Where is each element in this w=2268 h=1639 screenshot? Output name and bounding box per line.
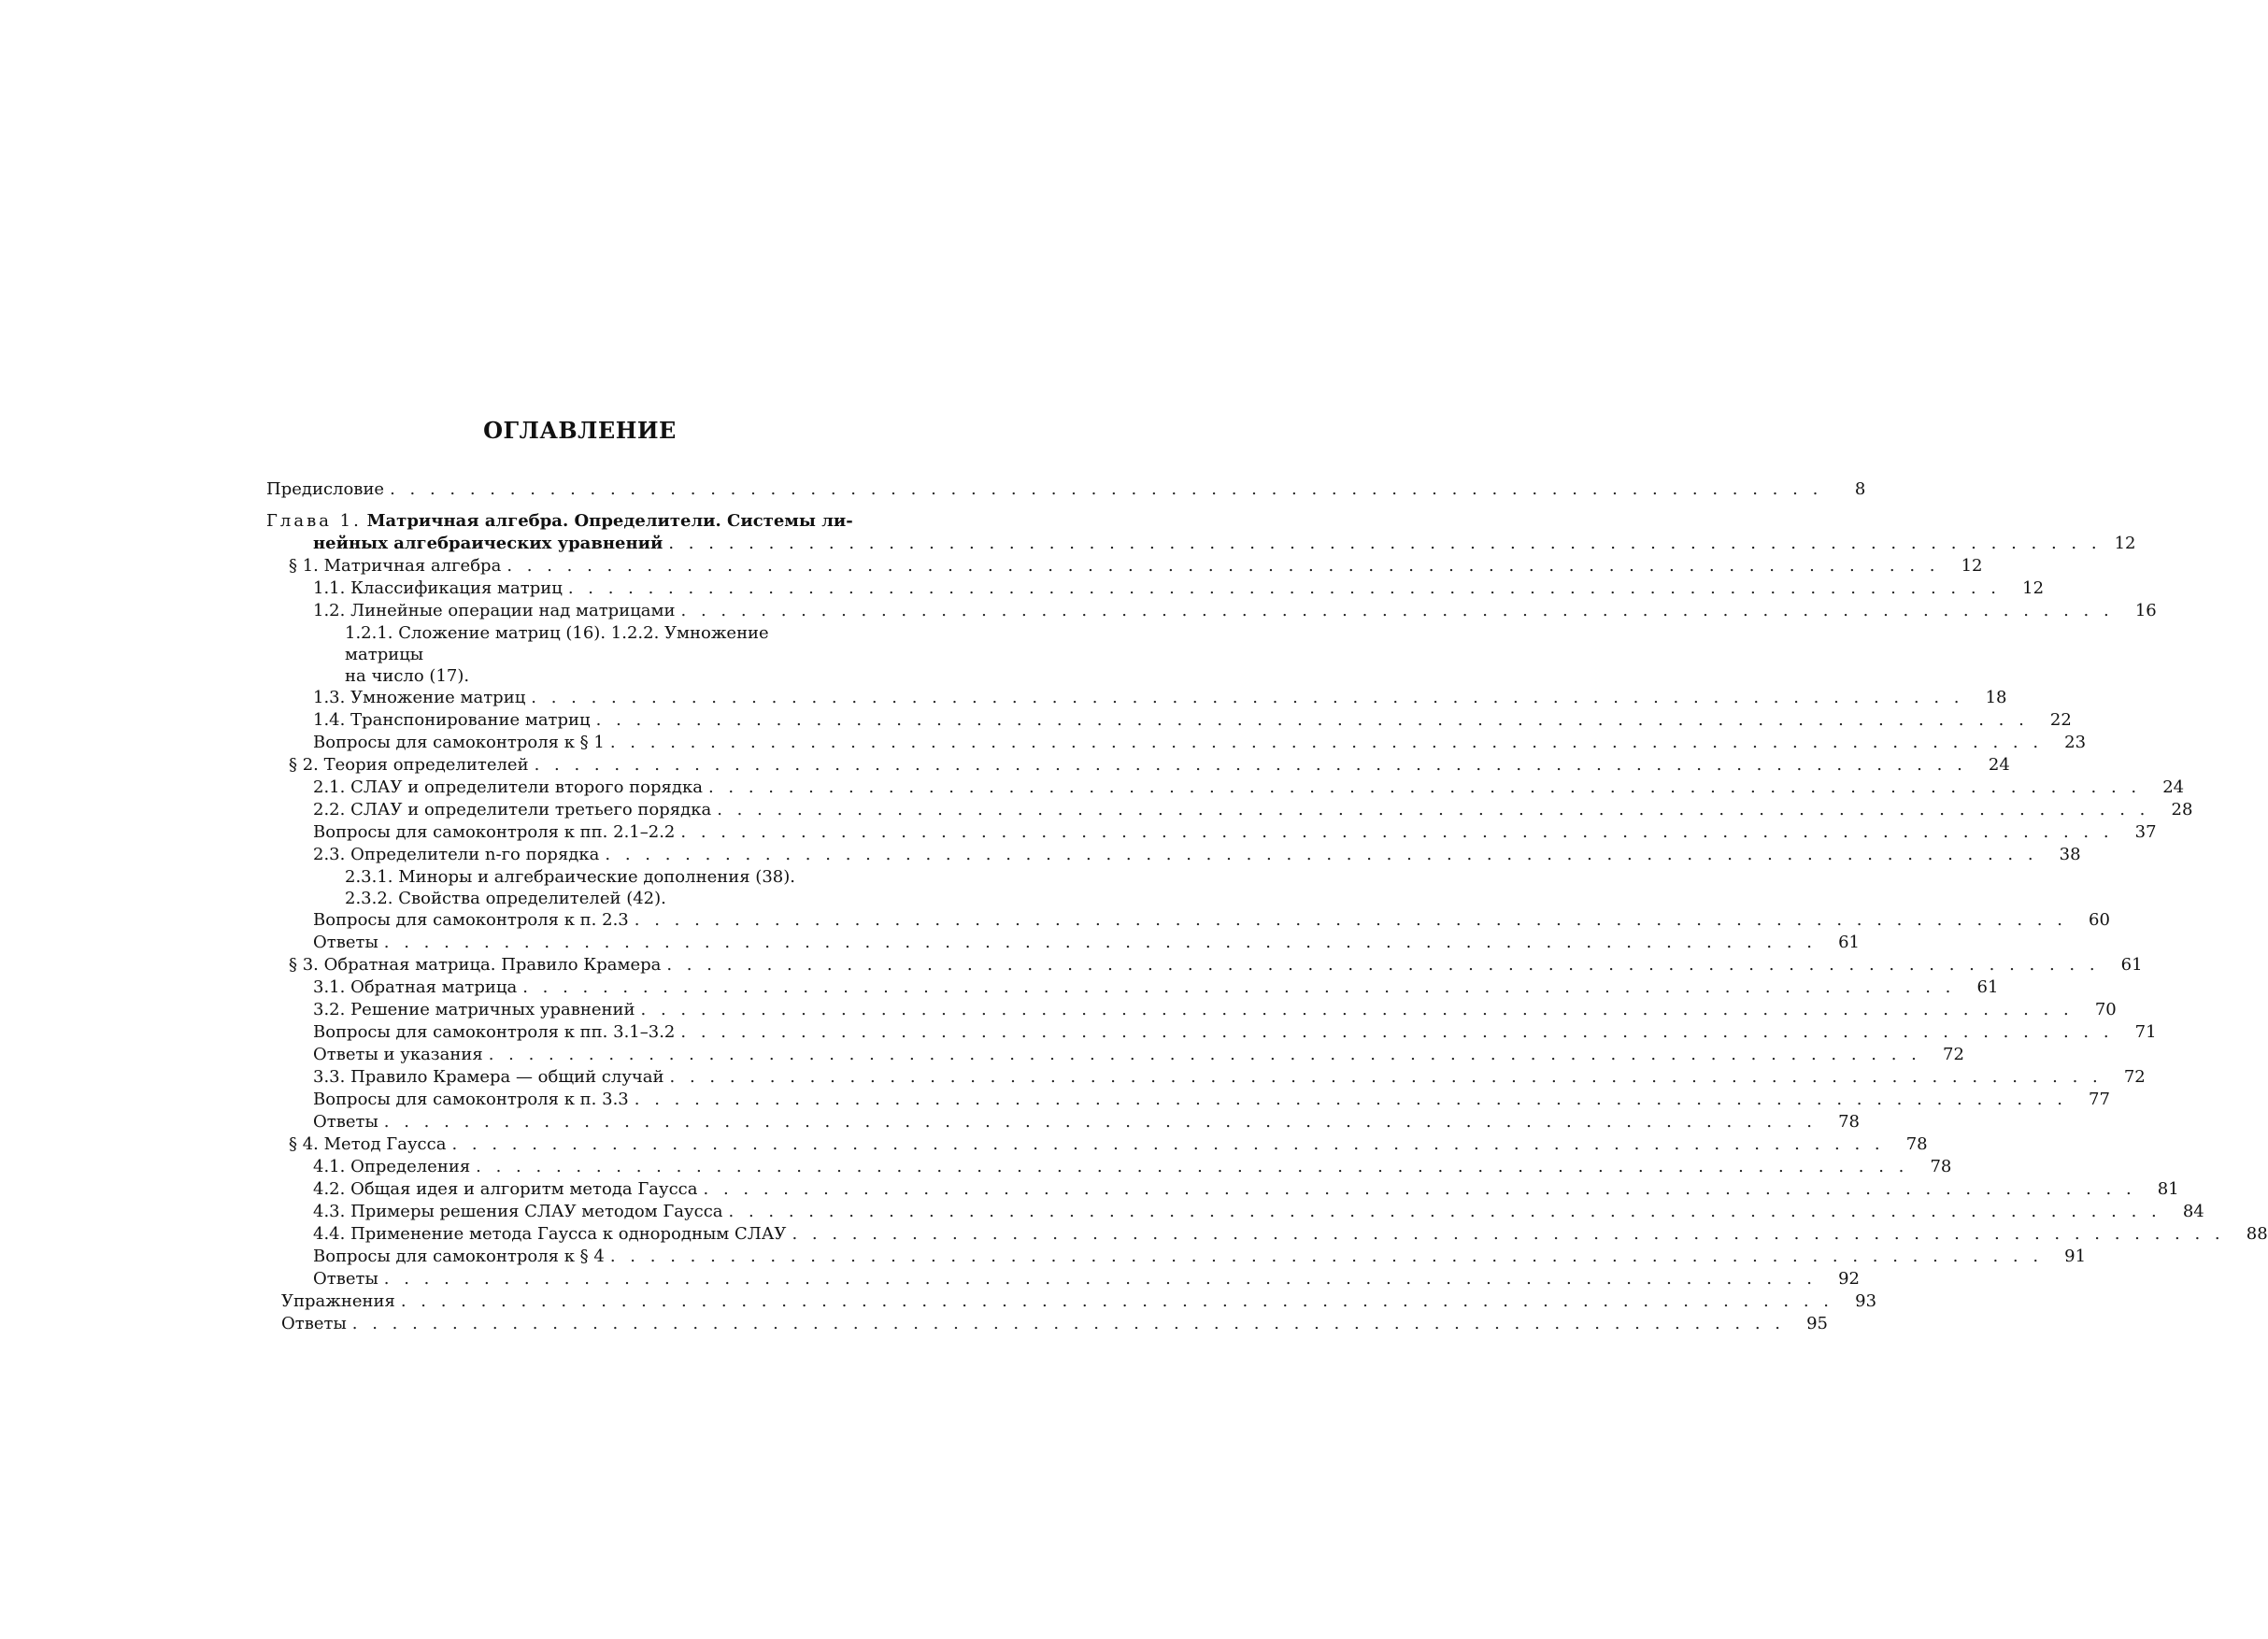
toc-entry-exercises[interactable] bbox=[266, 1290, 1877, 1313]
toc-entry-label: Ответы bbox=[313, 1112, 378, 1132]
toc-entry-label: 3.1. Обратная матрица bbox=[313, 977, 518, 997]
dot-leader: . . . . . . . . . . . . . . . . . . . . . . . . . . . . . . . . . . . . . . . . . . . . . . . . . . . . . . . . . . . . . . . . . . . . . . . . bbox=[383, 1112, 1817, 1132]
toc-subitems-line: 1.2.1. Сложение матриц (16). 1.2.2. Умножение матрицы bbox=[345, 623, 769, 664]
toc-page-number: 71 bbox=[2134, 1022, 2157, 1042]
dot-leader: . . . . . . . . . . . . . . . . . . . . . . . . . . . . . . . . . . . . . . . . . . . . . . . . . . . . . . . . . . . . . . . . . . . . . . . . bbox=[680, 601, 2114, 620]
dot-leader: . . . . . . . . . . . . . . . . . . . . . . . . . . . . . . . . . . . . . . . . . . . . . . . . . . . . . . . . . . . . . . . . . . . . . . . . bbox=[534, 755, 1967, 775]
toc-subsection[interactable] bbox=[266, 732, 2087, 754]
dot-leader: . . . . . . . . . . . . . . . . . . . . . . . . . . . . . . . . . . . . . . . . . . . . . . . . . . . . . . . . . . . . . . . . . . . . . . . . bbox=[634, 910, 2067, 930]
dot-leader: . . . . . . . . . . . . . . . . . . . . . . . . . . . . . . . . . . . . . . . . . . . . . . . . . . . . . . . . . . . . . . . . . . . . . . . . bbox=[383, 1269, 1817, 1289]
dot-leader: . . . . . . . . . . . . . . . . . . . . . . . . . . . . . . . . . . . . . . . . . . . . . . . . . . . . . . . . . . . . . . . . . . . . . . . . bbox=[668, 534, 2102, 553]
toc-entry-label: Упражнения bbox=[281, 1291, 395, 1311]
toc-subsection[interactable] bbox=[266, 799, 2193, 821]
toc-entry-label: § 2. Теория определителей bbox=[289, 755, 529, 775]
toc-entry-label: Ответы bbox=[313, 1269, 378, 1289]
toc-subsection[interactable] bbox=[266, 1111, 1860, 1133]
toc-page-number: 12 bbox=[1961, 556, 1983, 576]
toc-entry-label: Вопросы для самоконтроля к пп. 3.1–3.2 bbox=[313, 1022, 676, 1042]
toc-subsection[interactable] bbox=[266, 1268, 1860, 1290]
dot-leader: . . . . . . . . . . . . . . . . . . . . . . . . . . . . . . . . . . . . . . . . . . . . . . . . . . . . . . . . . . . . . . . . . . . . . . . . bbox=[390, 479, 1823, 499]
toc-entry-label: Вопросы для самоконтроля к § 4 bbox=[313, 1247, 605, 1266]
dot-leader: . . . . . . . . . . . . . . . . . . . . . . . . . . . . . . . . . . . . . . . . . . . . . . . . . . . . . . . . . . . . . . . . . . . . . . . . bbox=[640, 1000, 2074, 1019]
toc-page-number: 92 bbox=[1838, 1269, 1860, 1289]
dot-leader: . . . . . . . . . . . . . . . . . . . . . . . . . . . . . . . . . . . . . . . . . . . . . . . . . . . . . . . . . . . . . . . . . . . . . . . . bbox=[609, 733, 2044, 752]
chapter-title-line1: Матричная алгебра. Определители. Системы ли- bbox=[366, 511, 853, 531]
toc-page-number: 81 bbox=[2157, 1179, 2179, 1199]
dot-leader: . . . . . . . . . . . . . . . . . . . . . . . . . . . . . . . . . . . . . . . . . . . . . . . . . . . . . . . . . . . . . . . . . . . . . . . . bbox=[717, 800, 2150, 820]
toc-entry-label: Ответы bbox=[313, 933, 378, 952]
toc-entry-label: Вопросы для самоконтроля к п. 3.3 bbox=[313, 1090, 629, 1109]
toc-subsection[interactable] bbox=[266, 600, 2157, 622]
toc-subsection[interactable] bbox=[266, 932, 1860, 954]
toc-entry-label: 2.2. СЛАУ и определители третьего порядка bbox=[313, 800, 712, 820]
toc-entry-label: 1.4. Транспонирование матриц bbox=[313, 710, 591, 730]
toc-entry-label: Вопросы для самоконтроля к пп. 2.1–2.2 bbox=[313, 822, 676, 842]
toc-page-number: 84 bbox=[2182, 1202, 2204, 1221]
toc-entry-label: Предисловие bbox=[266, 479, 385, 499]
dot-leader: . . . . . . . . . . . . . . . . . . . . . . . . . . . . . . . . . . . . . . . . . . . . . . . . . . . . . . . . . . . . . . . . . . . . . . . . bbox=[669, 1067, 2103, 1087]
toc-page-number: 77 bbox=[2089, 1090, 2110, 1109]
toc-entry-label: 2.1. СЛАУ и определители второго порядка bbox=[313, 777, 703, 797]
chapter-prefix: Глава 1. bbox=[266, 511, 362, 531]
toc-page-number: 61 bbox=[2120, 955, 2143, 975]
toc-page-number: 72 bbox=[2123, 1067, 2146, 1087]
toc-page-number: 61 bbox=[1838, 933, 1860, 952]
toc-chapter-heading[interactable] bbox=[266, 510, 2136, 555]
toc-subsection[interactable] bbox=[266, 1201, 2204, 1223]
page-title: ОГЛАВЛЕНИЕ bbox=[483, 417, 677, 444]
toc-entry-label: 1.3. Умножение матриц bbox=[313, 688, 526, 707]
dot-leader: . . . . . . . . . . . . . . . . . . . . . . . . . . . . . . . . . . . . . . . . . . . . . . . . . . . . . . . . . . . . . . . . . . . . . . . . bbox=[400, 1291, 1834, 1311]
toc-subsection[interactable] bbox=[266, 1044, 1964, 1066]
toc-page-number: 91 bbox=[2064, 1247, 2087, 1266]
toc-section[interactable] bbox=[266, 555, 1983, 577]
dot-leader: . . . . . . . . . . . . . . . . . . . . . . . . . . . . . . . . . . . . . . . . . . . . . . . . . . . . . . . . . . . . . . . . . . . . . . . . bbox=[522, 977, 1956, 997]
toc-subsection[interactable] bbox=[266, 909, 2110, 932]
chapter-title-line2: нейных алгебраических уравнений bbox=[313, 534, 663, 553]
toc-section[interactable] bbox=[266, 1133, 1928, 1156]
dot-leader: . . . . . . . . . . . . . . . . . . . . . . . . . . . . . . . . . . . . . . . . . . . . . . . . . . . . . . . . . . . . . . . . . . . . . . . . bbox=[609, 1247, 2044, 1266]
toc-page-number: 72 bbox=[1943, 1045, 1964, 1064]
dot-leader: . . . . . . . . . . . . . . . . . . . . . . . . . . . . . . . . . . . . . . . . . . . . . . . . . . . . . . . . . . . . . . . . . . . . . . . . bbox=[506, 556, 1940, 576]
toc-page-number: 95 bbox=[1806, 1314, 1828, 1333]
toc-entry-label: 4.3. Примеры решения СЛАУ методом Гаусса bbox=[313, 1202, 723, 1221]
dot-leader: . . . . . . . . . . . . . . . . . . . . . . . . . . . . . . . . . . . . . . . . . . . . . . . . . . . . . . . . . . . . . . . . . . . . . . . . bbox=[567, 578, 2002, 598]
dot-leader: . . . . . . . . . . . . . . . . . . . . . . . . . . . . . . . . . . . . . . . . . . . . . . . . . . . . . . . . . . . . . . . . . . . . . . . . bbox=[634, 1090, 2067, 1109]
toc-page-number: 70 bbox=[2094, 1000, 2117, 1019]
toc-subitems-line: 2.3.2. Свойства определителей (42). bbox=[345, 889, 666, 908]
toc-entry-label: Ответы и указания bbox=[313, 1045, 483, 1064]
toc-entry-label: 4.1. Определения bbox=[313, 1157, 471, 1176]
dot-leader: . . . . . . . . . . . . . . . . . . . . . . . . . . . . . . . . . . . . . . . . . . . . . . . . . . . . . . . . . . . . . . . . . . . . . . . . bbox=[680, 1022, 2114, 1042]
dot-leader: . . . . . . . . . . . . . . . . . . . . . . . . . . . . . . . . . . . . . . . . . . . . . . . . . . . . . . . . . . . . . . . . . . . . . . . . bbox=[451, 1134, 1885, 1154]
dot-leader: . . . . . . . . . . . . . . . . . . . . . . . . . . . . . . . . . . . . . . . . . . . . . . . . . . . . . . . . . . . . . . . . . . . . . . . . bbox=[728, 1202, 2161, 1221]
dot-leader: . . . . . . . . . . . . . . . . . . . . . . . . . . . . . . . . . . . . . . . . . . . . . . . . . . . . . . . . . . . . . . . . . . . . . . . . bbox=[351, 1314, 1785, 1333]
toc-page-number: 78 bbox=[1905, 1134, 1928, 1154]
toc-subsection[interactable] bbox=[266, 1066, 2146, 1089]
toc-page-number: 16 bbox=[2134, 601, 2157, 620]
toc-entry-label: § 4. Метод Гаусса bbox=[289, 1134, 447, 1154]
dot-leader: . . . . . . . . . . . . . . . . . . . . . . . . . . . . . . . . . . . . . . . . . . . . . . . . . . . . . . . . . . . . . . . . . . . . . . . . bbox=[531, 688, 1964, 707]
toc-entry-label: Ответы bbox=[281, 1314, 347, 1333]
dot-leader: . . . . . . . . . . . . . . . . . . . . . . . . . . . . . . . . . . . . . . . . . . . . . . . . . . . . . . . . . . . . . . . . . . . . . . . . bbox=[680, 822, 2114, 842]
toc-page-number: 37 bbox=[2134, 822, 2157, 842]
toc-page-number: 18 bbox=[1985, 688, 2007, 707]
dot-leader: . . . . . . . . . . . . . . . . . . . . . . . . . . . . . . . . . . . . . . . . . . . . . . . . . . . . . . . . . . . . . . . . . . . . . . . . bbox=[792, 1224, 2225, 1244]
toc-page-number: 12 bbox=[2114, 534, 2136, 553]
toc-subsection[interactable] bbox=[266, 1178, 2179, 1201]
toc-page-number: 78 bbox=[1930, 1157, 1952, 1176]
toc-entry-label: Вопросы для самоконтроля к § 1 bbox=[313, 733, 605, 752]
toc-page-number: 93 bbox=[1855, 1291, 1877, 1311]
toc-entry-label: § 3. Обратная матрица. Правило Крамера bbox=[289, 955, 662, 975]
toc-section[interactable] bbox=[266, 754, 2010, 777]
toc-page-number: 22 bbox=[2049, 710, 2072, 730]
toc-subsection[interactable] bbox=[266, 709, 2072, 732]
dot-leader: . . . . . . . . . . . . . . . . . . . . . . . . . . . . . . . . . . . . . . . . . . . . . . . . . . . . . . . . . . . . . . . . . . . . . . . . bbox=[703, 1179, 2136, 1199]
toc-subitems bbox=[266, 622, 885, 687]
dot-leader: . . . . . . . . . . . . . . . . . . . . . . . . . . . . . . . . . . . . . . . . . . . . . . . . . . . . . . . . . . . . . . . . . . . . . . . . bbox=[605, 845, 2038, 864]
toc-page-number: 8 bbox=[1854, 479, 1866, 499]
toc-entry-label: 3.3. Правило Крамера — общий случай bbox=[313, 1067, 664, 1087]
dot-leader: . . . . . . . . . . . . . . . . . . . . . . . . . . . . . . . . . . . . . . . . . . . . . . . . . . . . . . . . . . . . . . . . . . . . . . . . bbox=[666, 955, 2100, 975]
dot-leader: . . . . . . . . . . . . . . . . . . . . . . . . . . . . . . . . . . . . . . . . . . . . . . . . . . . . . . . . . . . . . . . . . . . . . . . . bbox=[595, 710, 2029, 730]
toc-page-number: 24 bbox=[2162, 777, 2185, 797]
toc-entry-answers[interactable] bbox=[266, 1313, 1828, 1335]
toc-subitems-line: на число (17). bbox=[345, 666, 470, 686]
toc-subsection[interactable] bbox=[266, 577, 2045, 600]
toc-page-number: 28 bbox=[2171, 800, 2193, 820]
toc-entry-label: § 1. Матричная алгебра bbox=[289, 556, 502, 576]
toc-subsection[interactable] bbox=[266, 777, 2185, 799]
toc-entry-label: 3.2. Решение матричных уравнений bbox=[313, 1000, 635, 1019]
toc-page-number: 61 bbox=[1976, 977, 1999, 997]
toc-page-number: 60 bbox=[2089, 910, 2110, 930]
toc-section[interactable] bbox=[266, 954, 2143, 976]
toc-page-number: 12 bbox=[2022, 578, 2045, 598]
toc-subsection[interactable] bbox=[266, 1156, 1952, 1178]
toc-subsection[interactable] bbox=[266, 1089, 2110, 1111]
toc-entry-label: 1.2. Линейные операции над матрицами bbox=[313, 601, 676, 620]
toc-subsection[interactable] bbox=[266, 976, 1999, 999]
toc-page-number: 78 bbox=[1838, 1112, 1860, 1132]
toc-page-number: 24 bbox=[1988, 755, 2010, 775]
toc-subsection[interactable] bbox=[266, 687, 2007, 709]
table-of-contents bbox=[266, 478, 2268, 1335]
toc-subsection[interactable] bbox=[266, 1021, 2157, 1044]
toc-subsection[interactable] bbox=[266, 821, 2157, 844]
toc-page-number: 38 bbox=[2059, 845, 2081, 864]
toc-entry-label: 1.1. Классификация матриц bbox=[313, 578, 563, 598]
toc-entry-label: 2.3. Определители n-го порядка bbox=[313, 845, 600, 864]
toc-entry-label: Вопросы для самоконтроля к п. 2.3 bbox=[313, 910, 629, 930]
toc-entry-label: 4.4. Применение метода Гаусса к однородным СЛАУ bbox=[313, 1224, 787, 1244]
toc-subitems-line: 2.3.1. Миноры и алгебраические дополнения (38). bbox=[345, 867, 795, 887]
toc-subitems bbox=[266, 866, 885, 909]
dot-leader: . . . . . . . . . . . . . . . . . . . . . . . . . . . . . . . . . . . . . . . . . . . . . . . . . . . . . . . . . . . . . . . . . . . . . . . . bbox=[488, 1045, 1921, 1064]
toc-entry-preface[interactable] bbox=[266, 478, 1866, 501]
toc-page-number: 88 bbox=[2246, 1224, 2268, 1244]
dot-leader: . . . . . . . . . . . . . . . . . . . . . . . . . . . . . . . . . . . . . . . . . . . . . . . . . . . . . . . . . . . . . . . . . . . . . . . . bbox=[383, 933, 1817, 952]
toc-subsection[interactable] bbox=[266, 844, 2081, 866]
toc-entry-label: 4.2. Общая идея и алгоритм метода Гаусса bbox=[313, 1179, 698, 1199]
dot-leader: . . . . . . . . . . . . . . . . . . . . . . . . . . . . . . . . . . . . . . . . . . . . . . . . . . . . . . . . . . . . . . . . . . . . . . . . bbox=[476, 1157, 1909, 1176]
toc-subsection[interactable] bbox=[266, 1223, 2268, 1246]
toc-subsection[interactable] bbox=[266, 1246, 2087, 1268]
toc-subsection[interactable] bbox=[266, 999, 2117, 1021]
toc-page-number: 23 bbox=[2064, 733, 2087, 752]
dot-leader: . . . . . . . . . . . . . . . . . . . . . . . . . . . . . . . . . . . . . . . . . . . . . . . . . . . . . . . . . . . . . . . . . . . . . . . . bbox=[707, 777, 2142, 797]
